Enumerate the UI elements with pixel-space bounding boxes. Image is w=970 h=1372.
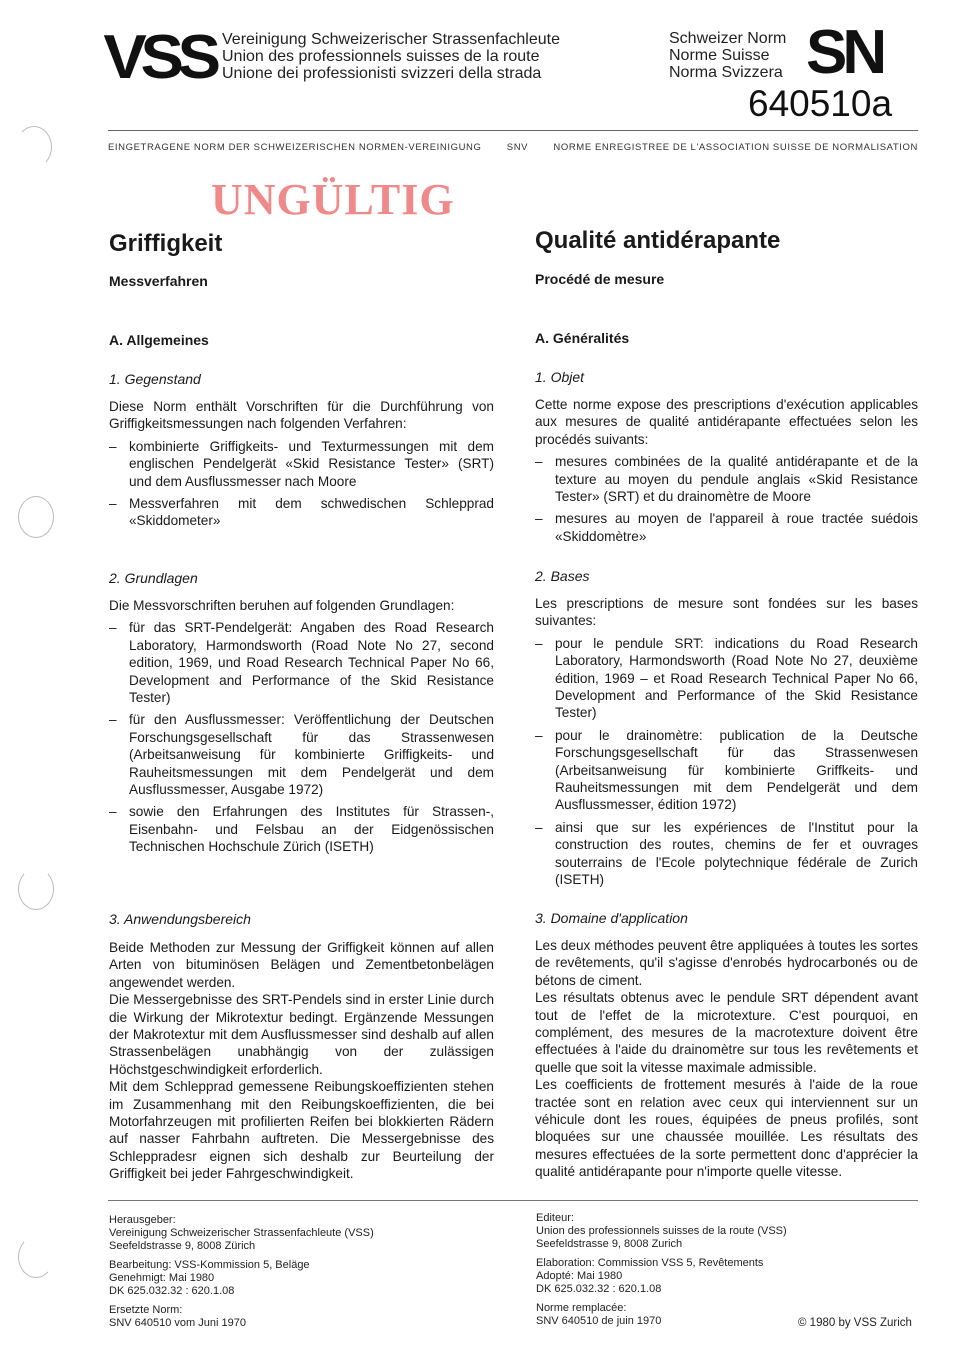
registration-snv: SNV — [506, 142, 529, 153]
organization-names — [222, 31, 560, 82]
registration-line — [108, 142, 918, 153]
section-3-p2-fr: Les résultats obtenus avec le pendule SRT dépendent avant tout de l'effet de la microtexture. C'est pourquoi, en complément, des mesures de la macrotexture doivent être effectuées à l'aide du drainomètre sur tous les revêtements et quelle que soit la vitesse maximale admissible. — [535, 990, 918, 1075]
org-name-fr: Union des professionnels suisses de la route — [222, 48, 540, 65]
list-item: – für das SRT-Pendelgerät: Angaben des Road Research Laboratory, Harmondsworth (Road Note No 27, second edition, 1969, und Road Research Technical Paper No 66, Development and Performance of the Skid Resistance Tester) — [109, 619, 494, 706]
section-2-intro-de: Die Messvorschriften beruhen auf folgenden Grundlagen: — [109, 598, 455, 613]
replaced-label-de: Ersetzte Norm: — [109, 1304, 183, 1316]
punch-hole-mark — [18, 496, 54, 538]
section-3-p3-fr: Les coefficients de frottement mesurés à l'aide de la roue tractée sont en relation avec ceux qui interviennent sur un véhicule dont les roues, équipées de pneus profilés, sont bloquées sur une chaussée mouillée. Les résultats des mesures effectuées de la sorte permettent donc d'apprécier la qualité antidérapante pour n'importe quelle vitesse. — [535, 1077, 918, 1180]
section-1-heading-fr: 1. Objet — [535, 369, 585, 385]
sn-logo: SN — [806, 18, 883, 87]
section-3-body-de — [109, 939, 494, 1183]
section-3-p1-de: Beide Methoden zur Messung der Griffigkeit können auf allen Arten von bituminösen Belägen und Zementbetonbelägen angewendet werden. — [109, 940, 494, 990]
list-item: – pour le drainomètre: publication de la Deutsche Forschungsgesellschaft für das Strassenwesen (Arbeitsanweisung für kombinierte Griffkeits- und Rauheitsmessungen mit dem Pendelgerät und dem Ausflussmesser, édition 1972) — [535, 727, 918, 814]
norm-type-names — [669, 30, 786, 81]
section-3-p3-de: Mit dem Schlepprad gemessene Reibungskoeffizienten stehen im Zusammenhang mit den Reibungskoeffizienten, die bei Motorfahrzeugen mit profilierten Reifen bei blokkierten Rädern auf nasser Fahrbahn auftreten. Die Messergebnisse des Schleppradesr eignen sich deshalb zur Beurteilung der Griffigkeit bei jeder Fahrgeschwindigkeit. — [109, 1079, 494, 1182]
approved-fr: Adopté: Mai 1980 — [536, 1270, 623, 1282]
section-2-list-fr — [535, 635, 918, 889]
header-divider — [108, 130, 918, 131]
section-2-body-fr — [535, 595, 918, 894]
section-a-heading-fr: A. Généralités — [535, 330, 630, 346]
section-3-p2-de: Die Messergebnisse des SRT-Pendels sind in erster Linie durch die Wirkung der Mikrotextur bedingt. Ergänzende Messungen der Makrotextur mit dem Ausflussmesser sind deshalb auf allen Strassenbelägen unabhängig von der zulässigen Höchstgeschwindigkeit erforderlich. — [109, 992, 494, 1077]
org-name-de: Vereinigung Schweizerischer Strassenfachleute — [222, 31, 560, 48]
norm-type-de: Schweizer Norm — [669, 30, 787, 47]
org-name-it: Unione dei professionisti svizzeri della strada — [222, 65, 542, 82]
punch-hole-mark — [16, 126, 52, 168]
publisher-name-fr: Union des professionnels suisses de la route (VSS) — [536, 1225, 787, 1237]
section-a-heading-de: A. Allgemeines — [109, 332, 209, 348]
publisher-label-fr: Editeur: — [536, 1212, 574, 1224]
footer-divider — [108, 1200, 918, 1201]
section-1-intro-de: Diese Norm enthält Vorschriften für die Durchführung von Griffigkeitsmessungen nach folgenden Verfahren: — [109, 399, 494, 432]
section-1-list-de — [109, 438, 494, 530]
publisher-name-de: Vereinigung Schweizerischer Strassenfachleute (VSS) — [109, 1227, 374, 1239]
list-item: – kombinierte Griffigkeits- und Texturmessungen mit dem englischen Pendelgerät «Skid Resistance Tester» (SRT) und dem Ausflussmesser nach Moore — [109, 438, 494, 490]
section-2-heading-de: 2. Grundlagen — [109, 570, 198, 586]
title-de — [109, 230, 494, 258]
section-2-heading-fr: 2. Bases — [535, 568, 590, 584]
section-3-heading-de: 3. Anwendungsbereich — [109, 911, 251, 927]
list-item: – mesures combinées de la qualité antidérapante et de la texture au moyen du pendule anglais «Skid Resistance Tester» (SRT) et du drainomètre de Moore — [535, 453, 918, 505]
section-1-heading-de: 1. Gegenstand — [109, 371, 201, 387]
approved-de: Genehmigt: Mai 1980 — [109, 1272, 215, 1284]
section-3-body-fr — [535, 937, 918, 1181]
replaced-norm-de: SNV 640510 vom Juni 1970 — [109, 1317, 246, 1329]
norm-type-it: Norma Svizzera — [669, 64, 783, 81]
punch-hole-mark — [18, 868, 54, 910]
norm-type-fr: Norme Suisse — [669, 47, 770, 64]
footer-fr — [536, 1212, 787, 1328]
invalid-stamp: UNGÜLTIG — [211, 175, 455, 224]
section-1-body-de — [109, 398, 494, 535]
publisher-address-fr: Seefeldstrasse 9, 8008 Zurich — [536, 1238, 683, 1250]
registration-fr: NORME ENREGISTREE DE L'ASSOCIATION SUISSE DE NORMALISATION — [553, 142, 918, 153]
dk-code-de: DK 625.032.32 : 620.1.08 — [109, 1285, 235, 1297]
section-1-body-fr — [535, 396, 918, 550]
footer-de — [109, 1214, 374, 1330]
section-2-body-de — [109, 597, 494, 861]
page-title-de: Griffigkeit — [109, 230, 223, 257]
subtitle-de: Messverfahren — [109, 273, 208, 289]
replaced-label-fr: Norme remplacée: — [536, 1302, 627, 1314]
list-item: – für den Ausflussmesser: Veröffentlichung der Deutschen Forschungsgesellschaft für das Strassenwesen (Arbeitsanweisung für kombinierte Griffigkeits- und Rauheitsmessungen mit dem Pendelgerät und dem Ausflussmesser, Ausgabe 1972) — [109, 711, 494, 798]
section-3-p1-fr: Les deux méthodes peuvent être appliquées à toutes les sortes de revêtements, qu'il s'agisse d'enrobés hydrocarbonés ou de bétons de ciment. — [535, 938, 918, 988]
section-1-intro-fr: Cette norme expose des prescriptions d'exécution applicables aux mesures de qualité antidérapante effectuées selon les procédés suivants: — [535, 397, 918, 447]
list-item: – Messverfahren mit dem schwedischen Schlepprad «Skiddometer» — [109, 495, 494, 530]
edited-by-de: Bearbeitung: VSS-Kommission 5, Beläge — [109, 1259, 310, 1271]
norm-number: 640510a — [748, 83, 893, 124]
title-fr — [535, 227, 918, 255]
list-item: – mesures au moyen de l'appareil à roue tractée suédois «Skiddomètre» — [535, 510, 918, 545]
publisher-address-de: Seefeldstrasse 9, 8008 Zürich — [109, 1240, 256, 1252]
list-item: – sowie den Erfahrungen des Institutes für Strassen-, Eisenbahn- und Felsbau an der Eidgenössischen Technischen Hochschule Zürich (ISETH) — [109, 803, 494, 855]
page-title-fr: Qualité antidérapante — [535, 227, 781, 254]
registration-de: EINGETRAGENE NORM DER SCHWEIZERISCHEN NORMEN-VEREINIGUNG — [108, 142, 482, 153]
vss-logo: VSS — [103, 23, 215, 92]
publisher-label-de: Herausgeber: — [109, 1214, 176, 1226]
punch-hole-mark — [18, 1236, 54, 1278]
section-3-heading-fr: 3. Domaine d'application — [535, 910, 688, 926]
edited-by-fr: Elaboration: Commission VSS 5, Revêtements — [536, 1257, 764, 1269]
copyright-notice: © 1980 by VSS Zurich — [798, 1317, 912, 1329]
subtitle-fr: Procédé de mesure — [535, 271, 665, 287]
section-2-list-de — [109, 619, 494, 855]
dk-code-fr: DK 625.032.32 : 620.1.08 — [536, 1283, 662, 1295]
section-2-intro-fr: Les prescriptions de mesure sont fondées sur les bases suivantes: — [535, 596, 918, 629]
list-item: – ainsi que sur les expériences de l'Institut pour la construction des routes, chemins de fer et ouvrages souterrains de l'Ecole polytechnique fédérale de Zurich (ISETH) — [535, 819, 918, 889]
section-1-list-fr — [535, 453, 918, 545]
replaced-norm-fr: SNV 640510 de juin 1970 — [536, 1315, 662, 1327]
list-item: – pour le pendule SRT: indications du Road Research Laboratory, Harmondsworth (Road Note No 27, deuxième édition, 1969 – et Road Research Technical Paper No 66, Development and Performance of the Skid Resistance Tester) — [535, 635, 918, 722]
